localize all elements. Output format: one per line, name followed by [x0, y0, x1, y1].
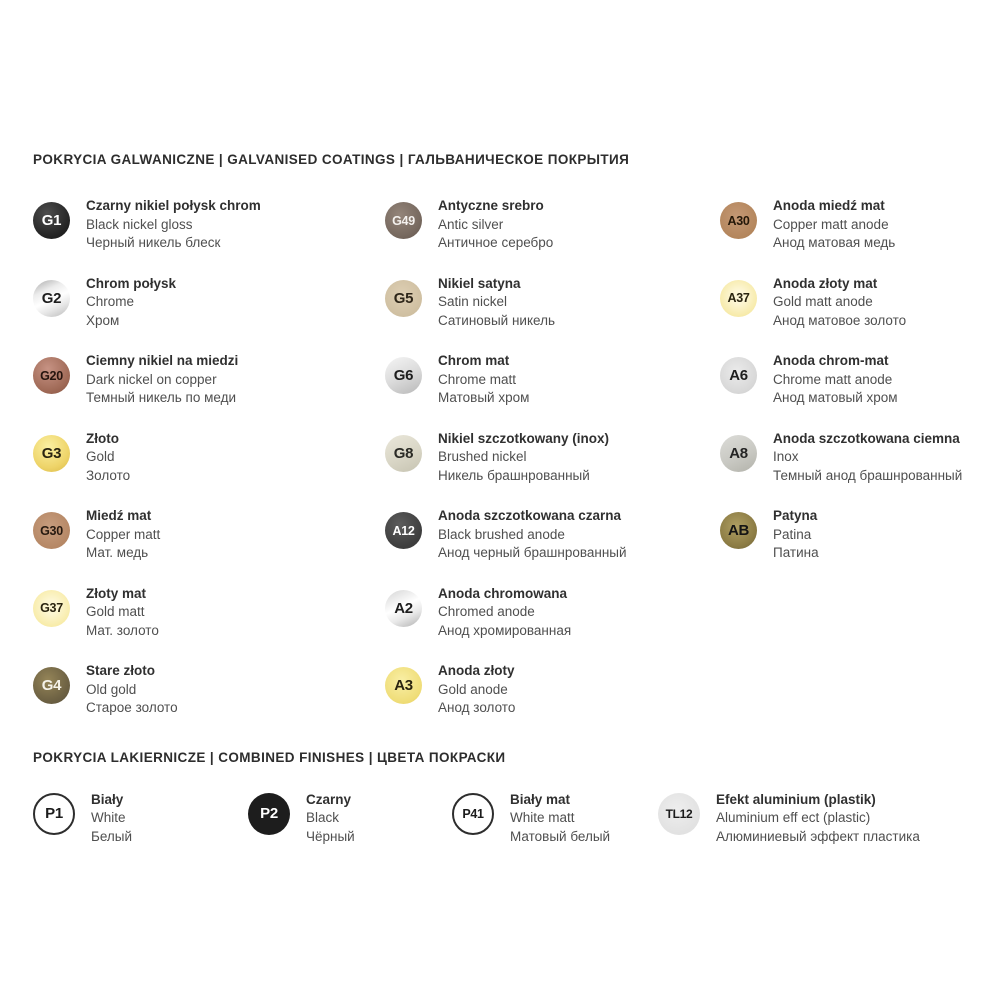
- finish-labels: [86, 275, 176, 331]
- finish-item-g37: [33, 585, 385, 663]
- finish-item-tl12: [658, 791, 972, 847]
- finish-name-en: Chrome matt anode: [773, 371, 893, 387]
- finish-code: G30: [40, 523, 63, 538]
- finish-item-g4: [33, 662, 385, 740]
- swatch-g4: [33, 667, 70, 704]
- finish-name-ru: Анод матовая медь: [773, 235, 896, 250]
- finish-item-g1: [33, 197, 385, 275]
- swatch-p1: [33, 793, 75, 835]
- swatch-a3: [385, 667, 422, 704]
- finish-name-en: Inox: [773, 449, 799, 464]
- finish-item-a6: [720, 352, 972, 430]
- finish-name-pl: Czarny: [306, 791, 352, 807]
- finish-item-g30: [33, 507, 385, 585]
- finish-code: A8: [729, 444, 748, 462]
- finish-item-g2: [33, 275, 385, 353]
- swatch-a30: [720, 202, 757, 239]
- finish-code: G8: [393, 444, 414, 462]
- finish-code: G20: [40, 368, 63, 383]
- finish-name-ru: Матовый хром: [438, 390, 530, 405]
- finish-labels: [773, 197, 895, 253]
- finish-name-en: Black nickel gloss: [86, 216, 193, 232]
- finish-labels: [773, 430, 962, 486]
- finish-name-ru: Анод матовый хром: [773, 390, 898, 405]
- finish-code: A2: [394, 599, 413, 617]
- finish-name-en: Black: [306, 810, 340, 825]
- swatch-a8: [720, 435, 757, 472]
- finish-code: P2: [260, 805, 278, 822]
- finish-name-pl: Anoda szczotkowana ciemna: [773, 430, 960, 446]
- swatch-g5: [385, 280, 422, 317]
- finish-item-g6: [385, 352, 720, 430]
- finish-code: A6: [729, 367, 748, 384]
- section-title-combined: POKRYCIA LAKIERNICZE | COMBINED FINISHES | ЦВЕТА ПОКРАСКИ: [33, 749, 506, 765]
- finish-labels: [773, 275, 906, 331]
- swatch-ab: [720, 512, 757, 549]
- section-title-galvanised: POKRYCIA GALWANICZNE | GALVANISED COATINGS | ГАЛЬВАНИЧЕСКОЕ ПОКРЫТИЯ: [33, 152, 630, 167]
- finish-item-a30: [720, 197, 972, 275]
- finish-code: G6: [393, 367, 414, 384]
- finish-code: P1: [45, 805, 63, 822]
- finish-item-a12: [385, 507, 720, 585]
- finish-name-en: Gold: [86, 449, 115, 464]
- finish-code: G1: [41, 212, 62, 229]
- finish-name-en: Black brushed anode: [438, 526, 565, 542]
- swatch-p2: [248, 793, 290, 835]
- finish-labels: [306, 791, 355, 847]
- finish-name-pl: Złoto: [86, 430, 119, 446]
- swatch-a37: [720, 280, 757, 317]
- finish-name-pl: Patyna: [773, 508, 818, 523]
- finish-name-ru: Мат. медь: [86, 545, 149, 560]
- finish-name-pl: Złoty mat: [86, 585, 147, 601]
- swatch-tl12: [658, 793, 700, 835]
- finish-name-en: Copper matt anode: [773, 216, 889, 232]
- finish-name-en: Copper matt: [86, 526, 161, 542]
- finish-item-g49: [385, 197, 720, 275]
- finish-name-pl: Ciemny nikiel na miedzi: [86, 353, 239, 368]
- finish-name-en: Gold matt anode: [773, 294, 873, 309]
- finish-name-ru: Анод золото: [438, 700, 516, 715]
- finish-item-g20: [33, 352, 385, 430]
- finish-name-ru: Белый: [91, 828, 133, 844]
- finish-labels: [438, 197, 553, 253]
- finish-labels: [438, 352, 529, 408]
- finish-name-ru: Патина: [773, 545, 819, 560]
- finish-item-a3: [385, 662, 720, 740]
- finish-name-en: White matt: [510, 810, 575, 825]
- finish-name-ru: Черный никель блеск: [86, 235, 221, 250]
- finish-item-a8: [720, 430, 972, 508]
- swatch-p41: [452, 793, 494, 835]
- finish-name-ru: Никель брашнрованный: [438, 467, 590, 483]
- swatch-g30: [33, 512, 70, 549]
- finish-item-g8: [385, 430, 720, 508]
- finish-name-en: Gold matt: [86, 604, 145, 619]
- finish-item-p1: [33, 791, 248, 847]
- finish-labels: [86, 662, 178, 718]
- finish-name-en: Chrome: [86, 294, 135, 309]
- finish-name-pl: Nikiel satyna: [438, 275, 521, 291]
- finish-labels: [438, 507, 627, 563]
- swatch-g8: [385, 435, 422, 472]
- finish-code: G4: [41, 677, 62, 694]
- finish-labels: [86, 585, 159, 641]
- finish-name-pl: Anoda szczotkowana czarna: [438, 508, 622, 523]
- finish-code: A30: [727, 213, 750, 228]
- finish-name-pl: Anoda chrom-mat: [773, 353, 889, 368]
- finish-item-a2: [385, 585, 720, 663]
- swatch-a6: [720, 357, 757, 394]
- finish-name-en: Chromed anode: [438, 604, 535, 619]
- finish-name-pl: Czarny nikiel połysk chrom: [86, 198, 261, 213]
- finish-name-en: Aluminium eff ect (plastic): [716, 810, 871, 825]
- galvanised-coatings-grid: [33, 197, 972, 740]
- finish-name-pl: Anoda złoty mat: [773, 275, 878, 291]
- finish-labels: [438, 585, 571, 641]
- finish-labels: [438, 430, 609, 486]
- swatch-g2: [33, 280, 70, 317]
- finish-name-pl: Biały mat: [510, 791, 571, 807]
- finish-name-en: Patina: [773, 526, 812, 542]
- finish-name-en: Dark nickel on copper: [86, 371, 217, 387]
- finish-name-en: Gold anode: [438, 681, 508, 697]
- finish-code: A3: [394, 677, 413, 694]
- finish-name-ru: Алюминиевый эффект пластика: [716, 828, 920, 844]
- finish-labels: [91, 791, 132, 847]
- finish-code: G3: [41, 444, 62, 462]
- finish-name-en: Old gold: [86, 681, 137, 697]
- finish-labels: [773, 507, 819, 563]
- finish-name-pl: Stare złoto: [86, 663, 156, 678]
- finish-name-ru: Темный анод брашнрованный: [773, 467, 963, 483]
- finish-labels: [86, 430, 130, 486]
- finish-name-en: Satin nickel: [438, 294, 508, 309]
- swatch-g6: [385, 357, 422, 394]
- finish-name-pl: Anoda chromowana: [438, 585, 568, 601]
- finish-item-g3: [33, 430, 385, 508]
- finish-code: G5: [393, 289, 414, 307]
- finish-name-ru: Хром: [86, 312, 120, 328]
- finish-labels: [773, 352, 898, 408]
- finish-item-g5: [385, 275, 720, 353]
- finish-code: G37: [40, 601, 63, 615]
- finish-labels: [86, 197, 261, 253]
- swatch-g49: [385, 202, 422, 239]
- finish-name-ru: Старое золото: [86, 700, 178, 715]
- finish-name-pl: Anoda miedź mat: [773, 198, 885, 213]
- finish-name-pl: Chrom połysk: [86, 275, 177, 291]
- finish-labels: [716, 791, 920, 847]
- finish-name-ru: Матовый белый: [510, 828, 611, 844]
- finish-code: A37: [727, 291, 750, 305]
- swatch-g37: [33, 590, 70, 627]
- finish-item-a37: [720, 275, 972, 353]
- finish-name-pl: Antyczne srebro: [438, 198, 544, 213]
- finish-name-pl: Chrom mat: [438, 353, 510, 368]
- finish-name-ru: Темный никель по меди: [86, 390, 236, 405]
- finish-labels: [510, 791, 610, 847]
- finish-name-en: White: [91, 810, 126, 825]
- finish-name-ru: Чёрный: [306, 828, 355, 844]
- finish-name-ru: Сатиновый никель: [438, 312, 555, 328]
- finish-name-pl: Biały: [91, 791, 124, 807]
- finish-code: G49: [392, 213, 415, 228]
- finish-name-ru: Анод хромированная: [438, 622, 572, 638]
- finish-name-pl: Anoda złoty: [438, 663, 515, 678]
- finish-name-en: Chrome matt: [438, 371, 517, 387]
- finish-item-ab: [720, 507, 972, 585]
- finish-labels: [86, 507, 160, 563]
- finish-name-ru: Мат. золото: [86, 622, 159, 638]
- finish-name-en: Antic silver: [438, 216, 504, 232]
- finish-code: AB: [727, 522, 750, 539]
- swatch-a12: [385, 512, 422, 549]
- finish-name-ru: Античное серебро: [438, 235, 554, 250]
- finish-item-p2: [248, 791, 452, 847]
- swatch-g1: [33, 202, 70, 239]
- swatch-g20: [33, 357, 70, 394]
- finish-labels: [438, 662, 515, 718]
- finish-code: G2: [41, 289, 62, 307]
- finish-labels: [86, 352, 238, 408]
- finish-code: A12: [392, 523, 415, 538]
- finish-name-pl: Nikiel szczotkowany (inox): [438, 430, 610, 446]
- finish-name-pl: Miedź mat: [86, 508, 152, 523]
- swatch-g3: [33, 435, 70, 472]
- finish-name-en: Brushed nickel: [438, 449, 527, 464]
- finish-code: P41: [462, 806, 484, 821]
- finish-labels: [438, 275, 555, 331]
- finish-item-p41: [452, 791, 658, 847]
- finish-name-ru: Золото: [86, 467, 131, 483]
- finish-name-ru: Анод матовое золото: [773, 312, 907, 328]
- finish-code: TL12: [665, 806, 693, 821]
- swatch-a2: [385, 590, 422, 627]
- combined-finishes-grid: [33, 791, 972, 847]
- finish-name-pl: Efekt aluminium (plastik): [716, 791, 876, 807]
- finish-name-ru: Анод черный брашнрованный: [438, 545, 627, 560]
